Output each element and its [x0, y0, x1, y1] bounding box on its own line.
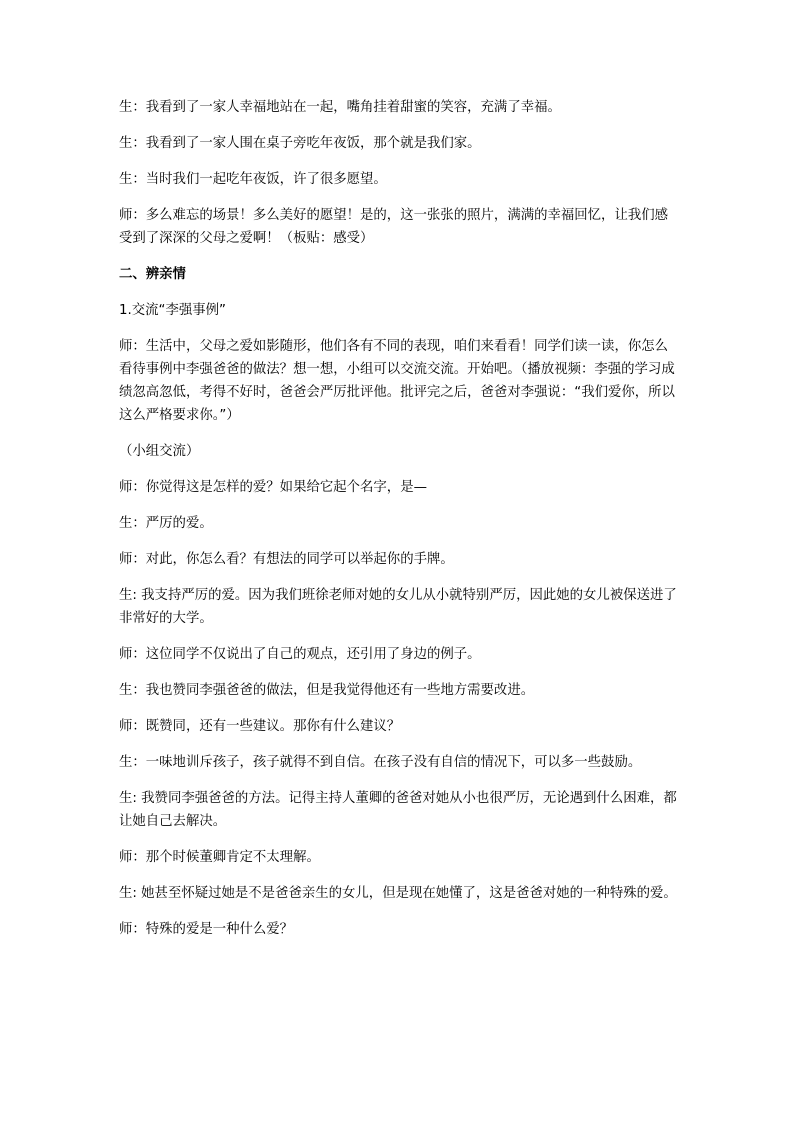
- paragraph-student-teacher-xu-example: 生: 我支持严厉的爱。因为我们班徐老师对她的女儿从小就特别严厉，因此她的女儿被保送进了非常好的大学。: [119, 588, 677, 626]
- paragraph-student-special-love: 生: 她甚至怀疑过她是不是爸爸亲生的女儿，但是现在她懂了，这是爸爸对她的一种特殊的爱。: [119, 886, 677, 901]
- paragraph-student-encouragement: 生：一味地训斥孩子，孩子就得不到自信。在孩子没有自信的情况下，可以多一些鼓励。: [119, 755, 642, 770]
- paragraph-student-family-standing: 生：我看到了一家人幸福地站在一起，嘴角挂着甜蜜的笑容，充满了幸福。: [119, 100, 561, 115]
- paragraph-teacher-li-qiang-video: 师：生活中，父母之爱如影随形，他们各有不同的表现，咱们来看看！同学们读一读，你怎么看待事例中李强爸爸的做法？想一想，小组可以交流交流。开始吧。（播放视频：李强的学习成绩忽高忽低，考得不好时，爸爸会严厉批评他。批评完之后，爸爸对李强说：“我们爱你，所以这么严格要求你。”）: [119, 339, 675, 423]
- subheading-li-qiang-case: 1.交流“李强事例”: [119, 303, 226, 318]
- paragraph-student-new-year-dinner: 生：我看到了一家人围在桌子旁吃年夜饭，那个就是我们家。: [119, 136, 481, 151]
- paragraph-teacher-what-love: 师：你觉得这是怎样的爱？如果给它起个名字，是—: [119, 480, 427, 495]
- paragraph-teacher-memories: 师：多么难忘的场景！多么美好的愿望！是的，这一张张的照片，满满的幸福回忆，让我们感受到了深深的父母之爱啊！（板贴：感受）: [119, 208, 669, 246]
- paragraph-student-wishes: 生：当时我们一起吃年夜饭，许了很多愿望。: [119, 172, 387, 187]
- paragraph-teacher-praise-example: 师：这位同学不仅说出了自己的观点，还引用了身边的例子。: [119, 647, 481, 662]
- paragraph-student-dong-qing: 生: 我赞同李强爸爸的方法。记得主持人董卿的爸爸对她从小也很严厉，无论遇到什么困难，都让她自己去解决。: [119, 791, 677, 829]
- paragraph-student-strict-love: 生：严厉的爱。: [119, 516, 213, 531]
- section-heading-distinguish-affection: 二、辨亲情: [119, 267, 186, 282]
- paragraph-teacher-special-love-question: 师：特殊的爱是一种什么爱？: [119, 922, 294, 937]
- paragraph-student-needs-improvement: 生：我也赞同李强爸爸的做法，但是我觉得他还有一些地方需要改进。: [119, 683, 535, 698]
- paragraph-teacher-dong-qing-understand: 师：那个时候董卿肯定不太理解。: [119, 850, 320, 865]
- document-page: [119, 96, 679, 954]
- paragraph-teacher-raise-card: 师：对此，你怎么看？有想法的同学可以举起你的手牌。: [119, 552, 454, 567]
- paragraph-teacher-suggestion: 师：既赞同，还有一些建议。那你有什么建议？: [119, 719, 401, 734]
- paragraph-group-discussion: （小组交流）: [119, 444, 200, 459]
